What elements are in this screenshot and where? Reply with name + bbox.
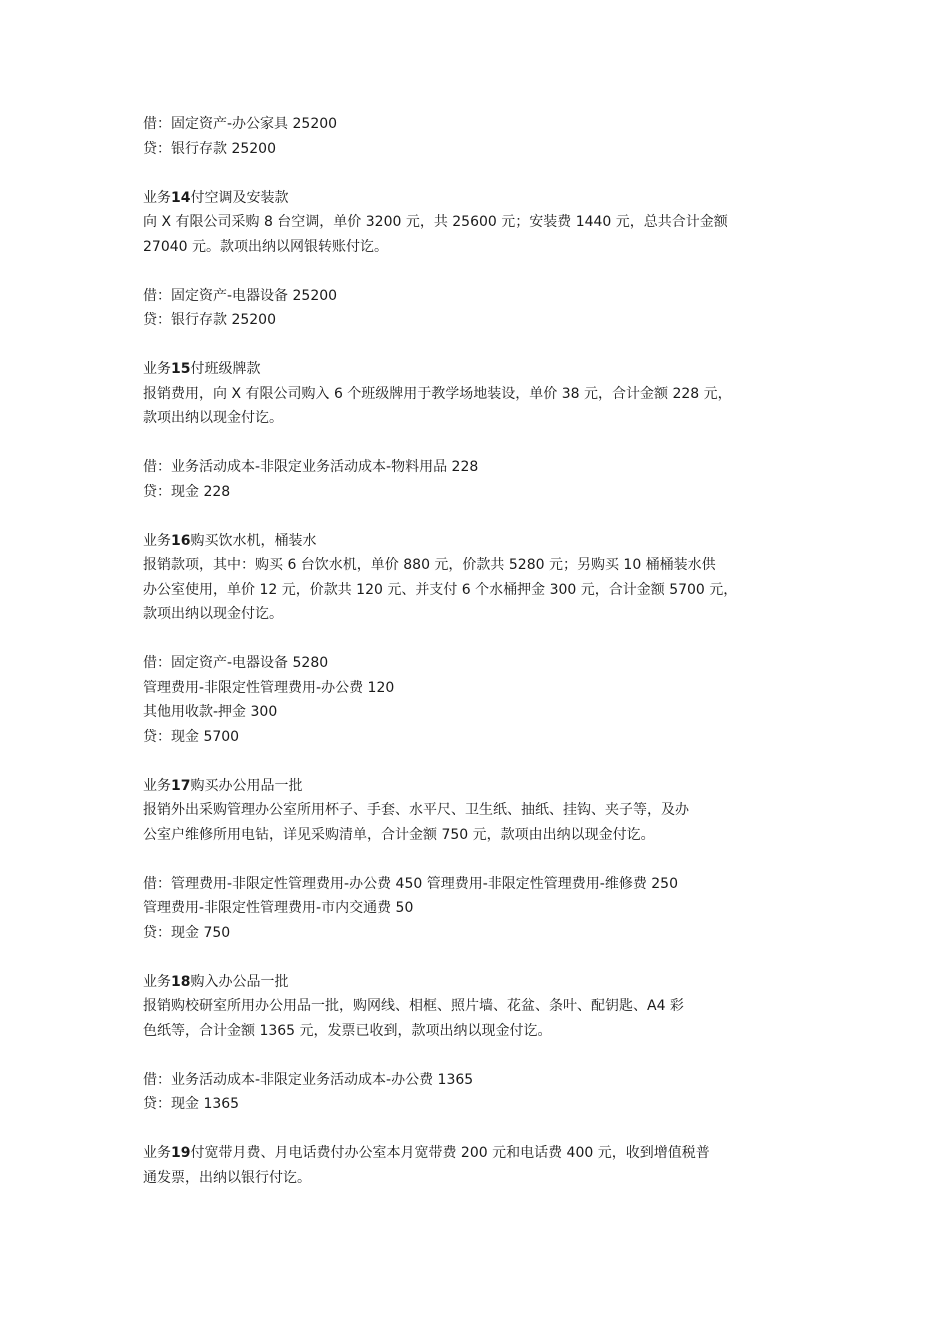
journal-debit-line: 借：固定资产-电器设备 25200 [143,287,338,304]
heading-prefix: 业务 [143,189,171,206]
business-15-description: 款项出纳以现金付讫。 [143,410,283,426]
business-number: 16 [171,532,191,549]
business-18-description: 报销购校研室所用办公用品一批，购网线、相框、照片墙、花盆、条叶、配钥匙、A4 彩 [143,998,684,1014]
heading-title: 付宽带月费、月电话费付办公室本月宽带费 200 元和电话费 400 元，收到增值税普 [190,1145,710,1161]
paragraph-gap [143,1117,833,1142]
business-number: 15 [171,361,191,377]
business-15-description: 报销费用，向 X 有限公司购入 6 个班级牌用于教学场地装设，单价 38 元，合计金额 228 元， [143,385,732,402]
paragraph-gap [143,847,833,872]
heading-title: 购买办公用品一批 [190,777,303,794]
heading-prefix: 业务 [143,532,171,549]
business-16-description: 办公室使用，单价 12 元，价款共 120 元、并支付 6 个水桶押金 300 元，合计金额 5700 元， [143,581,738,598]
business-number: 19 [171,1145,191,1161]
heading-prefix: 业务 [143,973,171,990]
journal-debit-line: 管理费用-非限定性管理费用-办公费 120 [143,679,395,696]
heading-title: 购买饮水机，桶装水 [190,532,317,549]
paragraph-gap [143,945,833,970]
paragraph-gap [143,627,833,652]
business-19-heading [143,1141,833,1166]
heading-title: 付班级牌款 [190,361,261,377]
business-14-description: 27040 元。款项出纳以网银转账付讫。 [143,238,388,255]
journal-debit-line: 借：管理费用-非限定性管理费用-办公费 450 管理费用-非限定性管理费用-维修费 250 [143,875,678,892]
business-18-description: 色纸等，合计金额 1365 元，发票已收到，款项出纳以现金付讫。 [143,1022,552,1039]
paragraph-gap [143,161,833,186]
journal-debit-line: 借：业务活动成本-非限定业务活动成本-办公费 1365 [143,1071,474,1088]
paragraph-gap [143,1043,833,1068]
paragraph-gap [143,504,833,529]
business-number: 18 [171,973,191,990]
heading-prefix: 业务 [143,361,171,377]
journal-credit-line: 贷：现金 5700 [143,728,240,745]
journal-credit-line: 贷：现金 750 [143,924,231,941]
journal-debit-line: 借：固定资产-电器设备 5280 [143,655,329,671]
heading-title: 付空调及安装款 [190,189,289,206]
document-body [143,112,833,1190]
heading-prefix: 业务 [143,777,171,794]
heading-prefix: 业务 [143,1145,171,1161]
journal-credit-line: 贷：现金 228 [143,483,231,500]
business-number: 17 [171,777,191,794]
business-15-heading [143,357,833,382]
heading-title: 购入办公品一批 [190,973,289,990]
business-16-heading [143,529,833,554]
business-17-description: 公室户维修所用电钻，详见采购清单，合计金额 750 元，款项由出纳以现金付讫。 [143,826,655,843]
journal-credit-line: 贷：银行存款 25200 [143,312,276,328]
journal-debit-line: 借：业务活动成本-非限定业务活动成本-物料用品 228 [143,459,479,475]
journal-debit-line: 管理费用-非限定性管理费用-市内交通费 50 [143,900,414,916]
business-14-description: 向 X 有限公司采购 8 台空调，单价 3200 元，共 25600 元；安装费 1440 元，总共合计金额 [143,214,728,230]
paragraph-gap [143,259,833,284]
journal-credit-line: 贷：现金 1365 [143,1096,240,1112]
business-17-description: 报销外出采购管理办公室所用杯子、手套、水平尺、卫生纸、抽纸、挂钩、夹子等，及办 [143,802,689,818]
business-16-description: 款项出纳以现金付讫。 [143,606,283,622]
paragraph-gap [143,333,833,358]
paragraph-gap [143,749,833,774]
paragraph-gap [143,431,833,456]
business-18-heading [143,970,833,995]
journal-debit-line: 其他用收款-押金 300 [143,704,278,720]
business-16-description: 报销款项，其中：购买 6 台饮水机，单价 880 元，价款共 5280 元；另购买 10 桶桶装水供 [143,557,716,573]
journal-credit-line: 贷：银行存款 25200 [143,140,276,157]
business-17-heading [143,774,833,799]
business-14-heading [143,186,833,211]
journal-debit-line: 借：固定资产-办公家具 25200 [143,116,338,132]
business-19-description: 通发票，出纳以银行付讫。 [143,1169,311,1186]
business-number: 14 [171,189,191,206]
